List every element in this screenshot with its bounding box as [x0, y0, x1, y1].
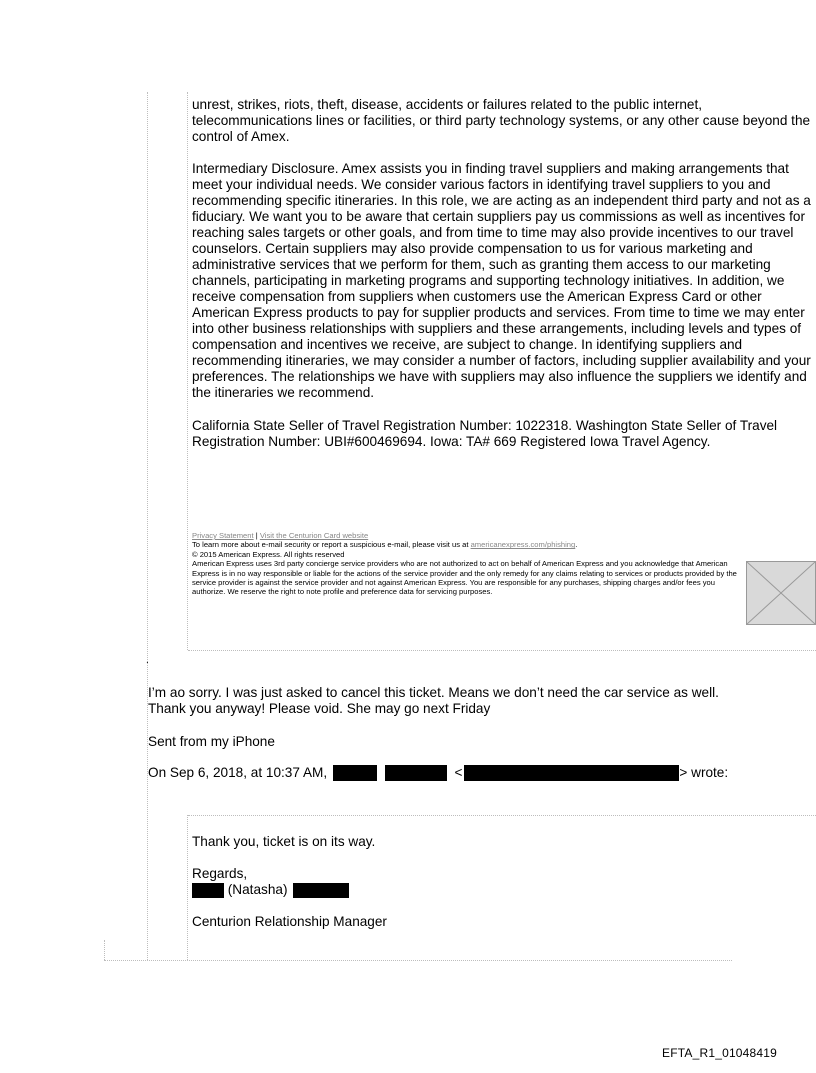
security-text: To learn more about e-mail security or report a suspicious e-mail, please visit us at	[192, 540, 469, 550]
broken-image-icon	[747, 562, 815, 624]
privacy-statement-link[interactable]: Privacy Statement	[192, 531, 254, 540]
image-placeholder	[746, 561, 816, 625]
sender-nickname: (Natasha)	[227, 882, 288, 897]
regards-text: Regards,	[192, 866, 248, 881]
redacted-last-name	[385, 765, 447, 781]
security-line	[192, 540, 740, 549]
centurion-card-link[interactable]: Visit the Centurion Card website	[259, 531, 369, 540]
quote-border-outer	[147, 92, 148, 960]
sender-title: Centurion Relationship Manager	[192, 914, 387, 929]
redacted-first-name	[333, 765, 377, 781]
disclaimer-text: American Express uses 3rd party concierge service providers who are not authorized to act on behalf of American Express and you acknowledge that American Express is in no way responsible or liable for the actions of the service provider and the only remedy for any claims relating to services or products provided by the service provider is against the service provider and not against American Express. You are responsible for any purchases, shipping charges and/or fees you authorize. We reserve the right to note profile and preference data for servicing purposes.	[192, 559, 737, 597]
redacted-email-address	[464, 765, 679, 781]
footer-links	[192, 531, 740, 540]
email-footer	[192, 531, 740, 597]
seller-of-travel-paragraph: California State Seller of Travel Registration Number: 1022318. Washington State Seller of Travel Registration Number: UBI#600469694. Iowa: TA# 669 Registered Iowa Travel Agency.	[192, 418, 778, 449]
quote-border-inner	[187, 92, 188, 650]
inner-quote-top	[188, 815, 816, 816]
email-open-bracket: <	[454, 765, 463, 780]
footer-divider	[188, 650, 816, 651]
left-border	[104, 940, 105, 960]
wrote-text: > wrote:	[679, 765, 729, 780]
disclosure-paragraph-1: unrest, strikes, riots, theft, disease, accidents or failures related to the public internet, telecommunications lines or facilities, or third party technology systems, or any other cause beyond the control of Amex.	[192, 97, 811, 144]
reply-line-1: I’m ao sorry. I was just asked to cancel this ticket. Means we don’t need the car service as well.	[148, 685, 719, 700]
inner-email-body: Thank you, ticket is on its way.	[192, 834, 376, 849]
bottom-divider	[104, 960, 732, 961]
redacted-sender-last-name	[293, 883, 349, 898]
reply-line-2: Thank you anyway! Please void. She may go next Friday	[148, 701, 491, 716]
stray-dot: .	[146, 655, 149, 666]
sender-name-line	[192, 882, 349, 898]
phishing-link[interactable]: americanexpress.com/phishing	[470, 540, 576, 550]
security-end: .	[575, 540, 578, 550]
quote-header-date: On Sep 6, 2018, at 10:37 AM,	[148, 765, 328, 780]
copyright-text: © 2015 American Express. All rights reserved	[192, 549, 345, 559]
redacted-sender-first-name	[192, 883, 224, 898]
link-separator: |	[255, 531, 258, 540]
iphone-signature: Sent from my iPhone	[148, 734, 275, 749]
intermediary-disclosure-paragraph: Intermediary Disclosure. Amex assists you in finding travel suppliers and making arrangements that meet your individual needs. We consider various factors in identifying travel suppliers to you and recommending specific itineraries. In this role, we are acting as an independent third party and not as a fiduciary. We want you to be aware that certain suppliers pay us commissions as well as incentives for reaching sales targets or other goals, and from time to time may also provide incentives to our travel counselors. Certain suppliers may also provide compensation to us for various marketing and administrative services that we perform for them, such as granting them access to our marketing channels, participating in marketing programs and supporting technology initiatives. In addition, we receive compensation from suppliers when customers use the American Express Card or other American Express products to pay for supplier products and services. From time to time we may enter into other business relationships with suppliers and these arrangements, including levels and types of compensation and incentives we receive, are subject to change. In identifying suppliers and recommending itineraries, we may consider a number of factors, including supplier availability and your preferences. The relationships we have with suppliers may also influence the suppliers we identify and the itineraries we recommend.	[192, 161, 811, 400]
bates-number: EFTA_R1_01048419	[662, 1046, 778, 1060]
inner-quote-border	[187, 815, 188, 960]
quote-header	[148, 765, 728, 781]
